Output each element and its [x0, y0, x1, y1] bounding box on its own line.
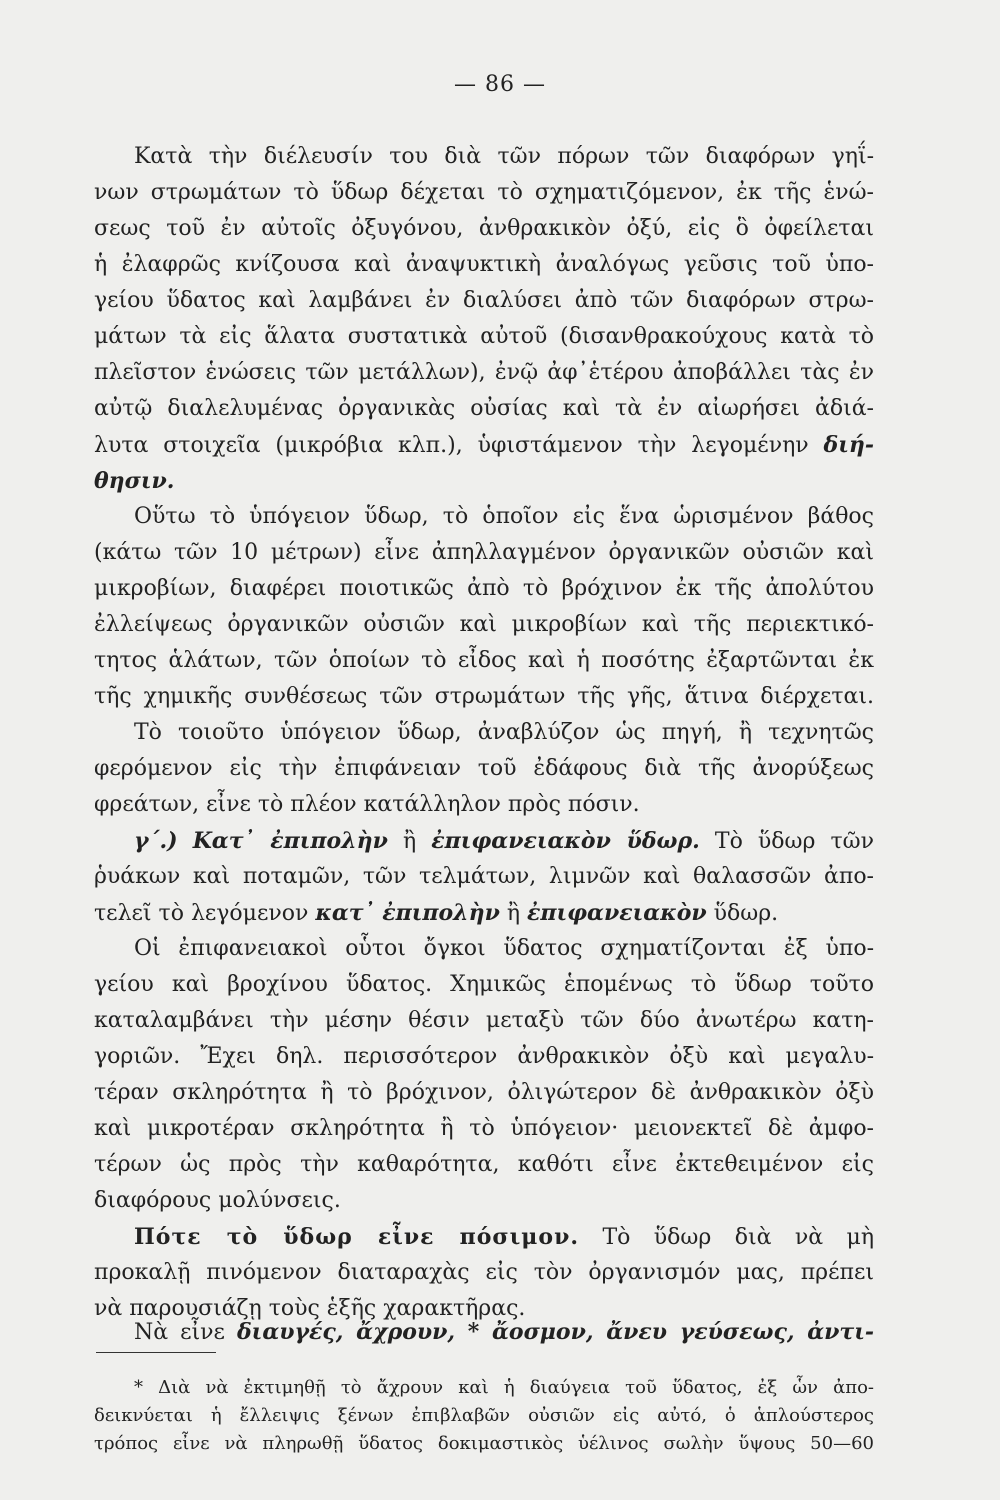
text-line: ἡ ἐλαφρῶς κνίζουσα καὶ ἀναψυκτικὴ ἀναλόγως γεῦσις τοῦ ὑπο- — [94, 252, 874, 277]
text-line: διαφόρους μολύνσεις. — [94, 1188, 341, 1213]
section-title: ἐπιφανειακὸν ὕδωρ. — [431, 828, 700, 854]
text-line: πλεῖστον ἑνώσεις τῶν μετάλλων), ἐνῷ ἀφ᾽ἑτέρου ἀποβάλλει τὰς ἐν — [94, 360, 874, 385]
text-line: Τὸ τοιοῦτο ὑπόγειον ὕδωρ, ἀναβλύζον ὡς πηγή, ἢ τεχνητῶς — [134, 720, 874, 745]
text-line: τέραν σκληρότητα ἢ τὸ βρόχινον, ὀλιγώτερον δὲ ἀνθρακικὸν ὀξὺ — [94, 1080, 874, 1105]
text-line: Οἱ ἐπιφανειακοὶ οὗτοι ὄγκοι ὕδατος σχηματίζονται ἐξ ὑπο- — [134, 936, 874, 961]
emphasis-term: κατ᾽ ἐπιπολὴν — [315, 900, 500, 926]
text-line: Κατὰ τὴν διέλευσίν του διὰ τῶν πόρων τῶν διαφόρων γηΐ- — [134, 144, 874, 169]
emphasis-term: ἐπιφανειακὸν — [527, 900, 707, 926]
section-title: Πότε τὸ ὕδωρ εἶνε πόσιμον. — [134, 1224, 579, 1250]
text-line: ῥυάκων καὶ ποταμῶν, τῶν τελμάτων, λιμνῶν καὶ θαλασσῶν ἀπο- — [94, 864, 874, 889]
text-run: ἢ — [506, 901, 521, 926]
text-run: Τὸ ὕδωρ διὰ νὰ μὴ — [602, 1225, 874, 1250]
text-run: Τὸ ὕδωρ τῶν — [714, 829, 874, 854]
text-run: ὕδωρ. — [713, 901, 779, 926]
text-line: τῆς χημικῆς συνθέσεως τῶν στρωμάτων τῆς γῆς, ἅτινα διέρχεται. — [94, 684, 874, 709]
section-title: Κατ᾽ ἐπιπολὴν — [192, 828, 388, 854]
text-line: νὰ παρουσιάζῃ τοὺς ἑξῆς χαρακτῆρας. — [94, 1296, 526, 1321]
section-heading-line — [134, 1223, 874, 1252]
text-run: λυτα στοιχεῖα (μικρόβια κλπ.), ὑφιστάμενον τὴν λεγομένην — [94, 433, 809, 458]
emphasis-term: διαυγές, ἄχρουν, * ἄοσμον, ἄνευ γεύσεως, ἀντι- — [237, 1319, 874, 1345]
text-line: γείου ὕδατος καὶ λαμβάνει ἐν διαλύσει ἀπὸ τῶν διαφόρων στρω- — [94, 288, 874, 313]
text-line: γοριῶν. Ἔχει δηλ. περισσότερον ἀνθρακικὸν ὀξὺ καὶ μεγαλυ- — [94, 1044, 874, 1069]
text-line — [94, 431, 874, 460]
text-line: νων στρωμάτων τὸ ὕδωρ δέχεται τὸ σχηματιζόμενον, ἐκ τῆς ἑνώ- — [94, 180, 874, 205]
text-line: (κάτω τῶν 10 μέτρων) εἶνε ἀπηλλαγμένον ὀργανικῶν οὐσιῶν καὶ — [94, 540, 874, 565]
footnote-line: τρόπος εἶνε νὰ πληρωθῇ ὕδατος δοκιμαστικὸς ὑέλινος σωλὴν ὕψους 50—60 — [94, 1433, 874, 1454]
text-line: μικροβίων, διαφέρει ποιοτικῶς ἀπὸ τὸ βρόχινον ἐκ τῆς ἀπολύτου — [94, 576, 874, 601]
text-line: καταλαμβάνει τὴν μέσην θέσιν μεταξὺ τῶν δύο ἀνωτέρω κατη- — [94, 1008, 874, 1033]
text-line — [134, 1318, 874, 1347]
footnote-divider — [96, 1352, 216, 1353]
emphasis-term: διή- — [823, 432, 874, 458]
text-line: σεως τοῦ ἐν αὐτοῖς ὀξυγόνου, ἀνθρακικὸν ὀξύ, εἰς ὃ ὀφείλεται — [94, 216, 874, 241]
text-line: ἐλλείψεως ὀργανικῶν οὐσιῶν καὶ μικροβίων καὶ τῆς περιεκτικό- — [94, 612, 874, 637]
page-number: — 86 — — [454, 72, 546, 97]
section-label: γ΄.) — [134, 828, 178, 854]
text-line: τητος ἁλάτων, τῶν ὁποίων τὸ εἶδος καὶ ἡ ποσότης ἐξαρτῶνται ἐκ — [94, 648, 874, 673]
text-line — [94, 899, 874, 928]
text-run: Νὰ εἶνε — [134, 1320, 225, 1345]
section-heading-line — [134, 827, 874, 856]
text-line: γείου καὶ βροχίνου ὕδατος. Χημικῶς ἑπομένως τὸ ὕδωρ τοῦτο — [94, 972, 874, 997]
emphasis-term: θησιν. — [94, 468, 175, 494]
text-line — [94, 467, 874, 496]
text-run: ἢ — [402, 829, 417, 854]
text-line: φρεάτων, εἶνε τὸ πλέον κατάλληλον πρὸς πόσιν. — [94, 792, 640, 817]
text-line: Οὕτω τὸ ὑπόγειον ὕδωρ, τὸ ὁποῖον εἰς ἕνα ὡρισμένον βάθος — [134, 504, 874, 529]
footnote-line: * Διὰ νὰ ἐκτιμηθῇ τὸ ἄχρουν καὶ ἡ διαύγεια τοῦ ὕδατος, ἐξ ὧν ἀπο- — [134, 1377, 874, 1398]
text-line: φερόμενον εἰς τὴν ἐπιφάνειαν τοῦ ἐδάφους διὰ τῆς ἀνορύξεως — [94, 756, 874, 781]
text-run: τελεῖ τὸ λεγόμενον — [94, 901, 309, 926]
text-line: τέρων ὡς πρὸς τὴν καθαρότητα, καθότι εἶνε ἐκτεθειμένον εἰς — [94, 1152, 874, 1177]
text-line: καὶ μικροτέραν σκληρότητα ἢ τὸ ὑπόγειον· μειονεκτεῖ δὲ ἀμφο- — [94, 1116, 874, 1141]
text-line: προκαλῇ πινόμενον διαταραχὰς εἰς τὸν ὀργανισμόν μας, πρέπει — [94, 1260, 874, 1285]
text-line: αὐτῷ διαλελυμένας ὀργανικὰς οὐσίας καὶ τὰ ἐν αἰωρήσει ἀδιά- — [94, 396, 874, 421]
text-line: μάτων τὰ εἰς ἅλατα συστατικὰ αὐτοῦ (δισανθρακούχους κατὰ τὸ — [94, 324, 874, 349]
footnote-line: δεικνύεται ἡ ἔλλειψις ξένων ἐπιβλαβῶν οὐσιῶν εἰς αὐτό, ὁ ἁπλούστερος — [94, 1405, 874, 1426]
